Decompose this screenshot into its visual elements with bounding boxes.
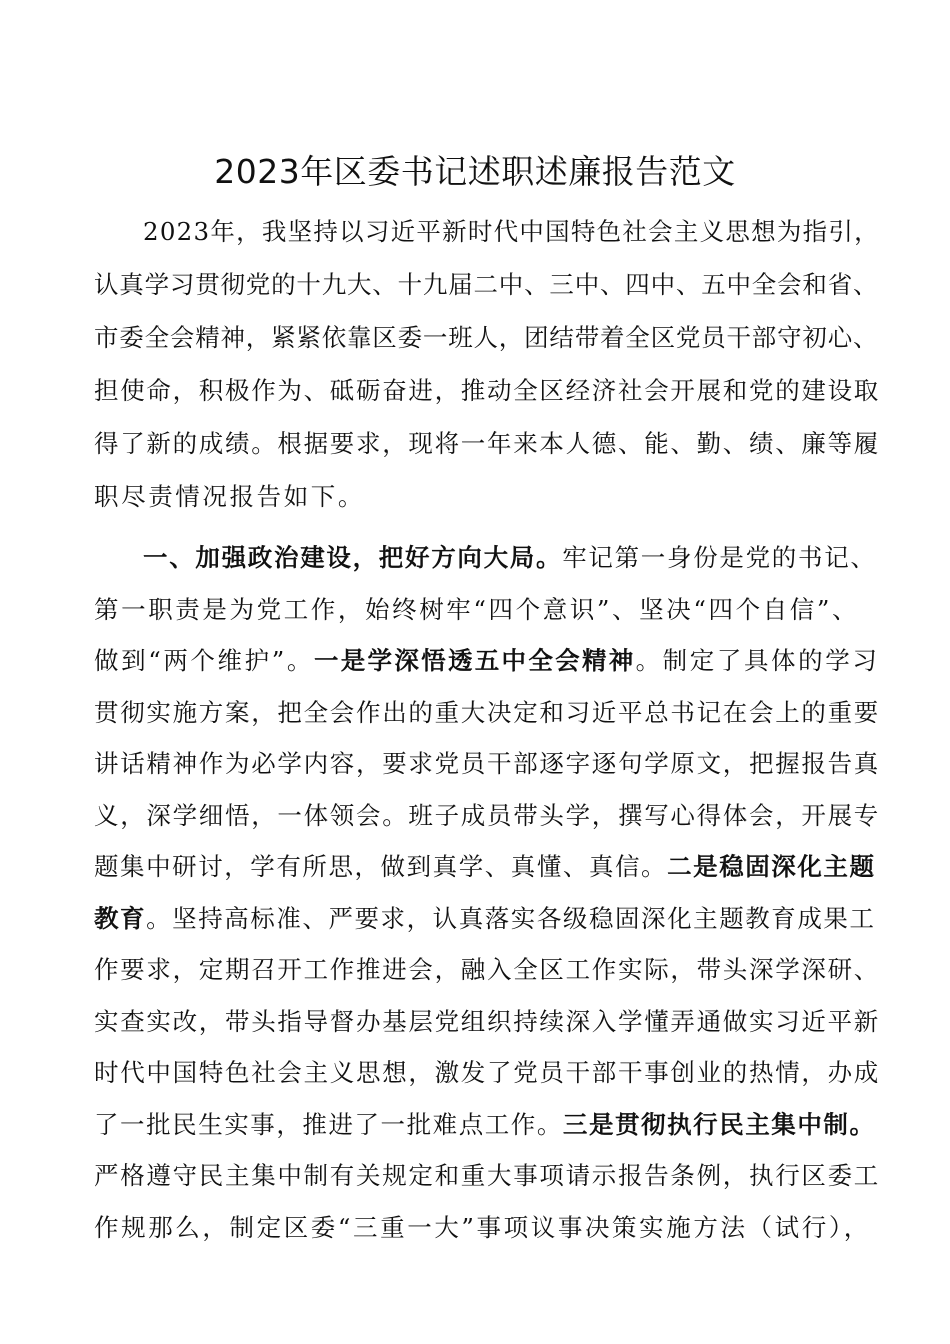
section1-line-11: 时代中国特色社会主义思想，激发了党员干部干事创业的热情，办成: [94, 1058, 880, 1087]
point-one-heading: 一是学深悟透五中全会精神: [313, 646, 636, 675]
section1-line-5: 讲话精神作为必学内容，要求党员干部逐字逐句学原文，把握报告真: [94, 749, 880, 778]
section1-line-7: [94, 847, 876, 887]
section1-line-8-text: 。坚持高标准、严要求，认真落实各级稳固深化主题教育成果工: [146, 904, 876, 933]
section1-line-2: 第一职责是为党工作，始终树牢“四个意识”、坚决“四个自信”、: [94, 595, 860, 624]
intro-line-3: 市委全会精神，紧紧依靠区委一班人，团结带着全区党员干部守初心、: [94, 323, 879, 352]
section1-line-10: 实查实改，带头指导督办基层党组织持续深入学懂弄通做实习近平新: [94, 1007, 880, 1036]
point-three-heading: 三是贯彻执行民主集中制。: [562, 1110, 876, 1139]
section1-line-3-text: 做到“两个维护”。: [94, 646, 314, 675]
section1-line-1: [143, 538, 877, 578]
section1-line-9: 作要求，定期召开工作推进会，融入全区工作实际，带头深学深研、: [94, 955, 880, 984]
section1-line-12: [94, 1105, 876, 1145]
section1-line-7-text: 题集中研讨，学有所思，做到真学、真懂、真信。: [94, 852, 668, 881]
section1-line-8: [94, 899, 876, 939]
intro-line-4: 担使命，积极作为、砥砺奋进，推动全区经济社会开展和党的建设取: [94, 376, 880, 405]
intro-line-6: 职尽责情况报告如下。: [94, 482, 365, 511]
document-title: 2023年区委书记述职述廉报告范文: [214, 152, 736, 191]
point-two-heading-a: 二是稳固深化主题: [667, 852, 876, 881]
section1-line-12-text: 了一批民生实事，推进了一批难点工作。: [94, 1110, 563, 1139]
intro-line-2: 认真学习贯彻党的十九大、十九届二中、三中、四中、五中全会和省、: [94, 270, 879, 299]
intro-line-5: 得了新的成绩。根据要求，现将一年来本人德、能、勤、绩、廉等履: [94, 429, 880, 458]
section1-line-14: 作规那么，制定区委“三重一大”事项议事决策实施方法（试行），: [94, 1213, 871, 1242]
section1-line-3: [94, 641, 879, 681]
section1-line-13: 严格遵守民主集中制有关规定和重大事项请示报告条例，执行区委工: [94, 1161, 880, 1190]
section1-line-1-text: 牢记第一身份是党的书记、: [562, 543, 877, 572]
intro-line-1: 2023年，我坚持以习近平新时代中国特色社会主义思想为指引，: [143, 217, 880, 246]
point-two-heading-b: 教育: [94, 904, 147, 933]
section1-heading: 一、加强政治建设，把好方向大局。: [143, 543, 563, 572]
section1-line-3-text-2: 。制定了具体的学习: [635, 646, 880, 675]
section1-line-4: 贯彻实施方案，把全会作出的重大决定和习近平总书记在会上的重要: [94, 698, 880, 727]
section1-line-6: 义，深学细悟，一体领会。班子成员带头学，撰写心得体会，开展专: [94, 801, 880, 830]
